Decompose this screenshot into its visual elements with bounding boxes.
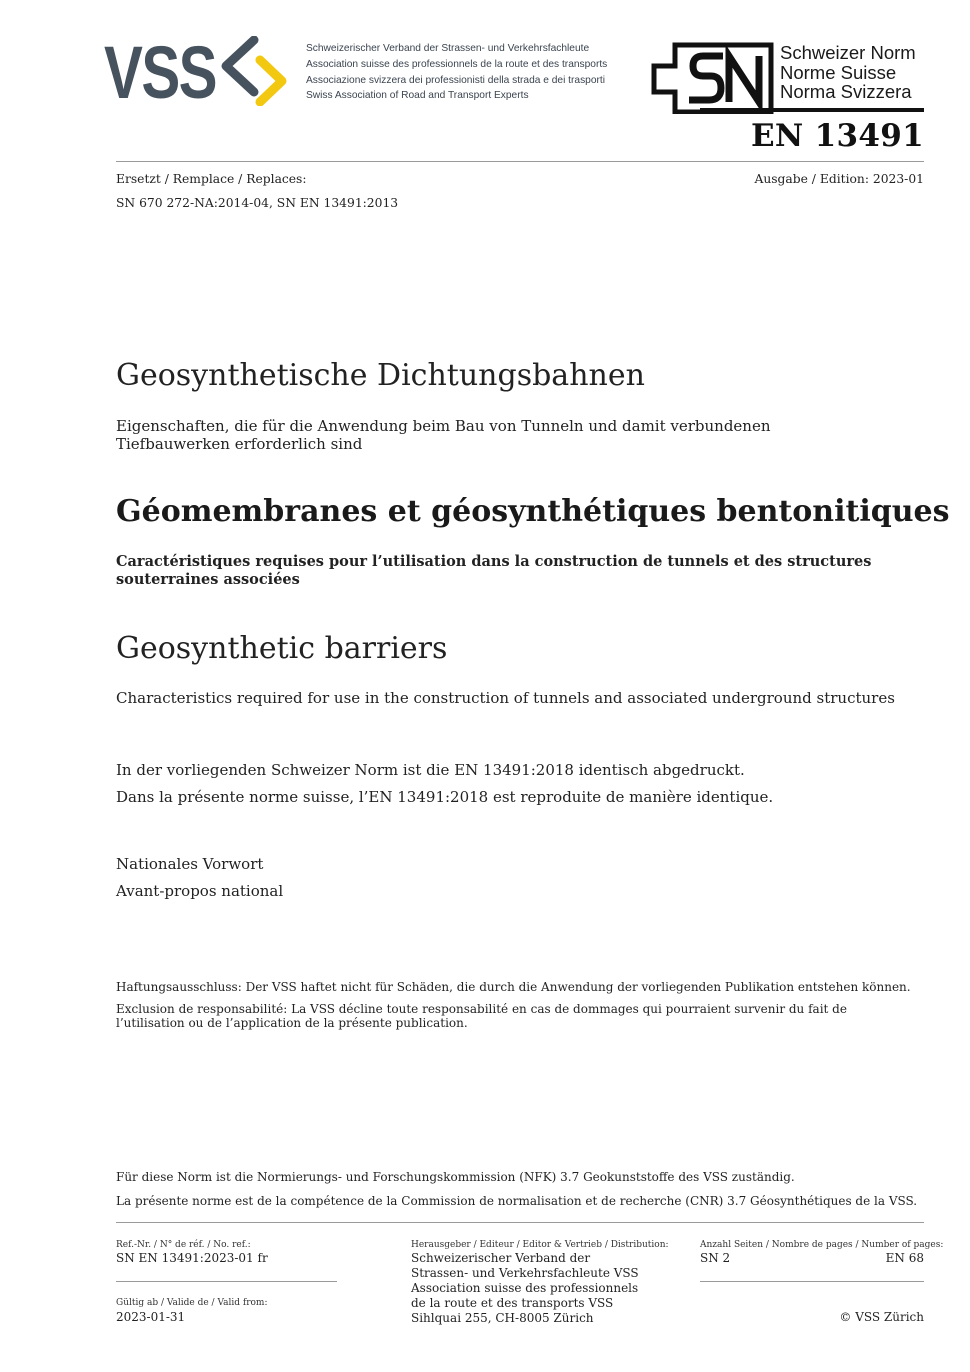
sn-language-names: [780, 43, 916, 102]
chevron-right-icon: [260, 60, 282, 102]
publisher-label: Herausgeber / Editeur / Editor & Vertrieb / Distribution:: [411, 1240, 669, 1250]
standard-number: EN 13491: [750, 118, 924, 154]
identical-print-note-fr: Dans la présente norme suisse, l’EN 13491:2018 est reproduite de manière identique.: [116, 788, 774, 806]
valid-from-label: Gültig ab / Valide de / Valid from:: [116, 1298, 268, 1308]
national-foreword-de: Nationales Vorwort: [116, 855, 264, 873]
disclaimer-fr: Exclusion de responsabilité: La VSS décline toute responsabilité en cas de dommages qui pourraient survenir du fait de l’utilisation ou de l’application de la présente publication.: [116, 1002, 847, 1030]
org-name-en: Swiss Association of Road and Transport Experts: [306, 90, 529, 102]
sn-underline: [700, 108, 924, 112]
sn-n-letter: [729, 56, 759, 102]
page-count-en: EN 68: [885, 1251, 924, 1265]
sn-logo: [651, 42, 775, 114]
vss-logo: [104, 36, 289, 106]
subtitle-english: Characteristics required for use in the construction of tunnels and associated underground structures: [116, 689, 895, 707]
publisher-line: Schweizerischer Verband der: [411, 1251, 591, 1265]
publisher-line: Association suisse des professionnels: [411, 1281, 639, 1295]
national-foreword-fr: Avant-propos national: [116, 882, 284, 900]
page-count-sn: SN 2: [700, 1251, 731, 1265]
disclaimer-de: Haftungsausschluss: Der VSS haftet nicht für Schäden, die durch die Anwendung der vorliegenden Publikation entstehen können.: [116, 980, 911, 994]
title-french: Géomembranes et géosynthétiques bentonitiques: [116, 494, 950, 529]
edition-date: Ausgabe / Edition: 2023-01: [754, 172, 924, 186]
valid-from-value: 2023-01-31: [116, 1310, 186, 1324]
publisher-line: Sihlquai 255, CH-8005 Zürich: [411, 1311, 594, 1325]
organization-names: [306, 41, 607, 104]
ref-number-label: Ref.-Nr. / N° de réf. / No. ref.:: [116, 1240, 251, 1250]
title-german: Geosynthetische Dichtungsbahnen: [116, 358, 645, 393]
sn-s-letter: [689, 56, 723, 100]
footer-divider: [116, 1222, 924, 1223]
publisher-address: [411, 1251, 639, 1326]
publisher-line: Strassen- und Verkehrsfachleute VSS: [411, 1266, 639, 1280]
header-divider: [116, 161, 924, 162]
committee-note-fr: La présente norme est de la compétence de la Commission de normalisation et de recherche (CNR) 3.7 Géosynthétiques de la VSS.: [116, 1194, 918, 1208]
publisher-line: de la route et des transports VSS: [411, 1296, 614, 1310]
subtitle-german: Eigenschaften, die für die Anwendung beim Bau von Tunneln und damit verbundenen Tiefbauwerken erforderlich sind: [116, 417, 771, 453]
committee-note-de: Für diese Norm ist die Normierungs- und Forschungskommission (NFK) 3.7 Geokunststoffe des VSS zuständig.: [116, 1170, 795, 1184]
page-count-label: Anzahl Seiten / Nombre de pages / Number of pages:: [700, 1240, 944, 1250]
chevron-left-icon: [226, 40, 254, 92]
title-english: Geosynthetic barriers: [116, 631, 448, 666]
sn-name-de: Schweizer Norm: [780, 42, 916, 63]
pages-divider: [700, 1281, 924, 1282]
identical-print-note-de: In der vorliegenden Schweizer Norm ist die EN 13491:2018 identisch abgedruckt.: [116, 761, 745, 779]
ref-divider: [116, 1281, 337, 1282]
org-name-de: Schweizerischer Verband der Strassen- und Verkehrsfachleute: [306, 43, 590, 54]
copyright-notice: © VSS Zürich: [839, 1310, 924, 1324]
org-name-fr: Association suisse des professionnels de la route et des transports: [306, 58, 608, 70]
ref-number-value: SN EN 13491:2023-01 fr: [116, 1251, 268, 1265]
org-name-it: Associazione svizzera dei professionisti della strada e dei trasporti: [306, 74, 605, 86]
subtitle-french: Caractéristiques requises pour l’utilisation dans la construction de tunnels et des structures souterraines associées: [116, 553, 872, 588]
replaces-value: SN 670 272-NA:2014-04, SN EN 13491:2013: [116, 196, 399, 210]
sn-name-fr: Norme Suisse: [780, 61, 897, 83]
replaces-label: Ersetzt / Remplace / Replaces:: [116, 172, 307, 186]
svg-text:VSS: VSS: [104, 36, 216, 106]
sn-name-it: Norma Svizzera: [780, 81, 912, 102]
